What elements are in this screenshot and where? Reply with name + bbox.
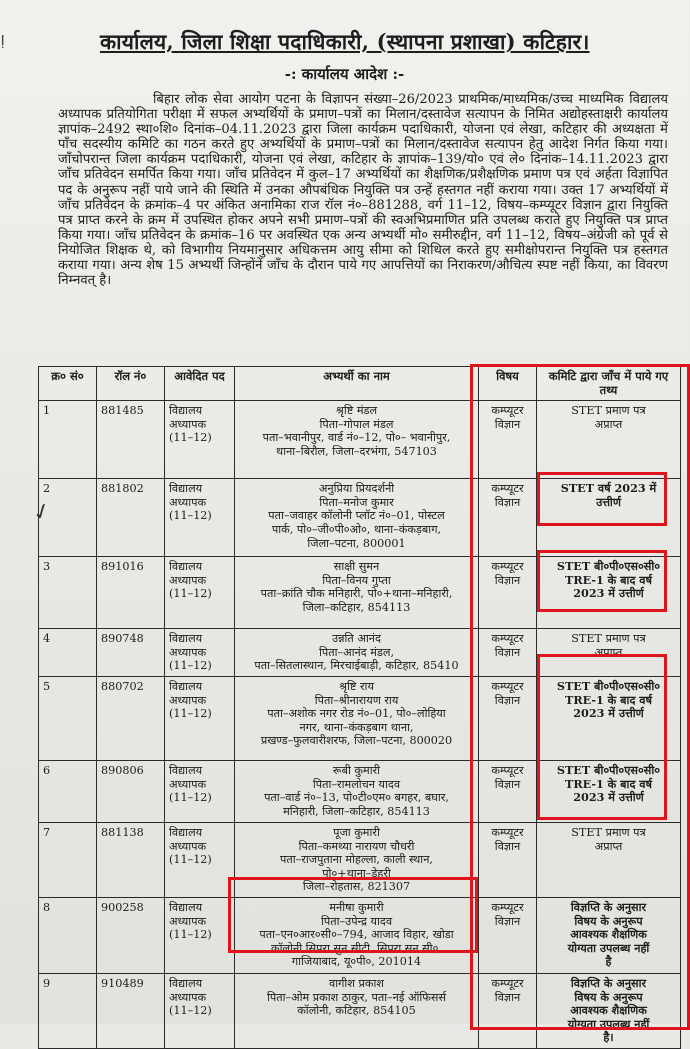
post-line: विद्यालय <box>169 679 203 693</box>
header-roll: रॉल नं० <box>97 367 165 401</box>
findings-line: STET प्रमाण पत्र <box>571 632 646 646</box>
subject-line: कम्प्यूटर <box>491 976 524 990</box>
order-heading: -: कार्यालय आदेश :- <box>284 65 405 83</box>
name-line: पता–भवानीपुर, वार्ड नं०–12, पो०– भवानीपुर, <box>262 431 451 445</box>
subject-line: विज्ञान <box>494 417 521 431</box>
name-line: पता–क्रांति चौक मनिहारी, पो०+थाना–मनिहारी, <box>260 587 453 601</box>
subject-line: कम्प्यूटर <box>491 763 524 777</box>
roll-cell: 890806 <box>97 760 165 822</box>
post-line: (11–12) <box>169 587 212 601</box>
findings-line: विषय के अनुरूप <box>574 913 643 928</box>
name-line: पता–जवाहर कॉलोनी प्लॉट नं०–01, पोस्टल <box>268 509 445 523</box>
name-line: पिता–मनोज कुमार <box>319 495 394 509</box>
name-line: कॉलोनी, कटिहार, 854105 <box>297 1004 416 1018</box>
findings-line: आवश्यक शैक्षणिक <box>570 1003 647 1018</box>
post-cell <box>165 973 235 1048</box>
name-line: रूबी कुमारी <box>332 763 381 777</box>
findings-line: है <box>605 954 612 969</box>
post-cell <box>165 897 235 973</box>
table-row <box>39 557 681 629</box>
subject-line: विज्ञान <box>494 495 521 509</box>
subject-cell <box>479 897 537 973</box>
post-line: (11–12) <box>169 928 212 942</box>
name-line: पिता–उपेन्द्र यादव <box>320 914 393 928</box>
roll-cell: 890748 <box>97 629 165 677</box>
findings-line: विषय के अनुरूप <box>574 989 643 1004</box>
findings-line: STET प्रमाण पत्र <box>571 825 646 839</box>
post-line: विद्यालय <box>169 825 203 839</box>
table-row <box>39 629 681 677</box>
post-line: अध्यापक <box>169 573 207 587</box>
name-cell <box>235 897 479 973</box>
name-cell <box>235 557 479 629</box>
subject-line: कम्प्यूटर <box>491 482 524 496</box>
name-line: पता–राजपुताना मोहल्ला, काली स्थान, <box>280 853 433 867</box>
post-line: अध्यापक <box>169 990 207 1004</box>
candidates-table <box>38 366 681 1049</box>
name-line: पिता–ओम प्रकाश ठाकुर, पता–नई ऑफिसर्स <box>266 990 447 1004</box>
findings-line: आवश्यक शैक्षणिक <box>570 927 647 942</box>
findings-line: TRE-1 के बाद वर्ष <box>565 572 652 587</box>
subject-line: कम्प्यूटर <box>491 404 524 418</box>
findings-cell <box>537 629 681 677</box>
post-cell <box>165 676 235 760</box>
subject-line: विज्ञान <box>494 914 521 928</box>
serial-cell: 8 <box>39 897 97 973</box>
roll-cell: 881485 <box>97 401 165 479</box>
name-cell <box>235 822 479 897</box>
table-header-row <box>39 367 681 401</box>
findings-line: अप्राप्त <box>594 839 623 853</box>
subject-line: विज्ञान <box>494 777 521 791</box>
serial-cell: 3 <box>39 557 97 629</box>
subject-cell <box>479 676 537 760</box>
table-row <box>39 401 681 479</box>
name-line: नगर, थाना–कंकड़बाग थाना, <box>299 720 414 734</box>
table-row <box>39 822 681 897</box>
name-line: पिता–विनय गुप्ता <box>322 573 391 587</box>
post-line: विद्यालय <box>169 632 203 646</box>
subject-cell <box>479 629 537 677</box>
subject-line: कम्प्यूटर <box>491 825 524 839</box>
findings-line: STET बी०पी०एस०सी० <box>556 678 661 693</box>
post-line: अध्यापक <box>169 777 207 791</box>
roll-cell: 881802 <box>97 479 165 557</box>
name-line: श्रृष्टि राय <box>339 679 374 693</box>
findings-line: STET प्रमाण पत्र <box>571 404 646 418</box>
name-line: वागीश प्रकाश <box>329 976 384 990</box>
findings-cell <box>537 557 681 629</box>
name-line: पता–वार्ड नं०–13, पो०टी०एम० बगहर, बघार, <box>264 791 449 805</box>
name-cell <box>235 479 479 557</box>
subject-cell <box>479 973 537 1048</box>
name-cell <box>235 973 479 1048</box>
name-line: पता–सितलास्थान, मिरचाईबाड़ी, कटिहार, 85410 <box>254 659 459 673</box>
post-cell <box>165 401 235 479</box>
post-line: विद्यालय <box>169 763 203 777</box>
serial-cell: 7 <box>39 822 97 897</box>
findings-line: उत्तीर्ण <box>596 494 621 509</box>
findings-line: विज्ञप्ति के अनुसार <box>570 975 647 990</box>
subject-line: कम्प्यूटर <box>491 560 524 574</box>
serial-cell: 9 <box>39 973 97 1048</box>
findings-cell <box>537 760 681 822</box>
name-line: श्रृष्टि मंडल <box>335 404 378 418</box>
header-subject: विषय <box>479 367 537 401</box>
subject-cell <box>479 822 537 897</box>
post-line: अध्यापक <box>169 645 207 659</box>
name-line: जिला–कटिहार, 854113 <box>302 600 411 614</box>
findings-line: अप्राप्त <box>594 645 623 659</box>
subject-cell <box>479 557 537 629</box>
name-line: पिता–कमथ्या नारायण चौधरी <box>298 839 415 853</box>
findings-cell <box>537 479 681 557</box>
findings-line: योग्यता उपलब्ध नहीं <box>567 940 650 955</box>
post-line: (11–12) <box>169 1004 212 1018</box>
name-cell <box>235 676 479 760</box>
post-line: अध्यापक <box>169 839 207 853</box>
name-cell <box>235 760 479 822</box>
findings-cell <box>537 822 681 897</box>
post-line: (11–12) <box>169 509 212 523</box>
name-line: पूजा कुमारी <box>333 825 380 839</box>
serial-cell: 6 <box>39 760 97 822</box>
findings-line: 2023 में उत्तीर्ण <box>573 586 644 601</box>
serial-cell: 4 <box>39 629 97 677</box>
name-line: साक्षी सुमन <box>333 560 380 574</box>
subject-line: कम्प्यूटर <box>491 900 524 914</box>
name-line: मनिहारी, जिला–कटिहार, 854113 <box>283 804 430 818</box>
check-mark-icon: ✓ <box>29 497 56 528</box>
name-cell <box>235 401 479 479</box>
serial-cell: 1 <box>39 401 97 479</box>
table-row <box>39 760 681 822</box>
name-line: उन्नति आनंद <box>332 632 381 646</box>
post-line: अध्यापक <box>169 495 207 509</box>
findings-cell <box>537 973 681 1048</box>
post-cell <box>165 629 235 677</box>
post-line: अध्यापक <box>169 693 207 707</box>
name-line: अनुप्रिया प्रियदर्शनी <box>318 482 395 496</box>
findings-line: अप्राप्त <box>594 417 623 431</box>
findings-line: विज्ञप्ति के अनुसार <box>570 899 647 914</box>
post-cell <box>165 760 235 822</box>
subject-cell <box>479 401 537 479</box>
subject-cell <box>479 760 537 822</box>
margin-mark: ǃ <box>0 32 6 53</box>
header-post: आवेदित पद <box>165 367 235 401</box>
findings-cell <box>537 401 681 479</box>
post-line: (11–12) <box>169 707 212 721</box>
post-line: (11–12) <box>169 853 212 867</box>
subject-cell <box>479 479 537 557</box>
name-line: पता–अशोक नगर रोड नं०–01, पो०–लोहिया <box>267 707 446 721</box>
header-findings: कमिटि द्वारा जाँच में पाये गए तथ्य <box>537 367 681 401</box>
roll-cell: 881138 <box>97 822 165 897</box>
findings-line: TRE-1 के बाद वर्ष <box>565 692 652 707</box>
order-paragraph: बिहार लोक सेवा आयोग पटना के विज्ञापन संख्या–26/2023 प्राथमिक/माध्यमिक/उच्च माध्यमिक विद्यालय अध्यापक प्रतियोगिता परीक्षा में सफल अभ्यर्थियों के प्रमाण–पत्रों का मिलान/दस्तावेज सत्यापन के निमित अद्योहस्ताक्षरी कार्यालय ज्ञापांक–2492 स्था०शि० दिनांक–04.11.2023 द्वारा जिला कार्यक्रम पदाधिकारी, योजना एवं लेखा, कटिहार की अध्यक्षता में पाँच सदस्यीय कमिटि का गठन करते हुए अभ्यर्थियों के प्रमाण–पत्रों का मिलान/दस्तावेज सत्यापन हेतु आदेश निर्गत किया गया। जाँचोपरान्त जिला कार्यक्रम पदाधिकारी, योजना एवं लेखा, कटिहार के ज्ञापांक–139/यो० एवं ले० दिनांक–14.11.2023 द्वारा जाँच प्रतिवेदन समर्पित किया गया। जाँच प्रतिवेदन में कुल–17 अभ्यर्थियों का शैक्षणिक/प्रशैक्षणिक प्रमाण पत्र एवं अर्हता विज्ञापित पद के अनुरूप नहीं पाये जाने की स्थिति में उनका औपबंधिक नियुक्ति पत्र उन्हें हस्तगत नहीं कराया गया। उक्त 17 अभ्यर्थियों में जाँच प्रतिवेदन के क्रमांक–4 पर अंकित अनामिका राज रॉल नं०–881288, वर्ग 11–12, विषय–कम्प्यूटर विज्ञान द्वारा नियुक्ति पत्र प्राप्त करने के क्रम में उपस्थित होकर अपने सभी प्रमाण–पत्रों की स्वअभिप्रमाणित प्रति उपलब्ध कराते हुए नियुक्ति पत्र प्राप्त किया गया। जाँच प्रतिवेदन के क्रमांक–16 पर अवस्थित एक अन्य अभ्यर्थी मो० समीरुद्दीन, वर्ग 11–12, विषय–अंग्रेजी को पूर्व से नियोजित शिक्षक थे, को विभागीय नियमानुसार अधिकत्तम आयु सीमा को शिथिल करते हुए समीक्षोपरान्त नियुक्ति पत्र हस्तगत कराया गया। अन्य शेष 15 अभ्यर्थी जिन्होंनें जाँच के दौरान पाये गए आपत्तियों का निराकरण/औचित्य स्पष्ट नहीं किया, का विवरण निम्नवत् है। <box>58 92 668 289</box>
findings-line: है। <box>603 1030 614 1045</box>
post-line: विद्यालय <box>169 976 203 990</box>
findings-line: STET बी०पी०एस०सी० <box>556 559 661 574</box>
findings-line: STET बी०पी०एस०सी० <box>556 762 661 777</box>
post-line: विद्यालय <box>169 404 203 418</box>
post-line: विद्यालय <box>169 482 203 496</box>
name-line: पिता–रामलोचन यादव <box>312 777 401 791</box>
name-line: कॉलोनी सिपरा सुन सीटी, सिपरा सन सी०, <box>271 941 442 955</box>
name-cell <box>235 629 479 677</box>
header-serial: क्र० सं० <box>39 367 97 401</box>
post-cell <box>165 557 235 629</box>
order-body <box>58 92 668 288</box>
findings-line: TRE-1 के बाद वर्ष <box>565 776 652 791</box>
name-line: गाजियाबाद, यू०पी०, 201014 <box>291 955 422 969</box>
post-cell <box>165 822 235 897</box>
table-row <box>39 897 681 973</box>
findings-cell <box>537 897 681 973</box>
name-line: प्रखण्ड–फुलवारीशरफ, जिला–पटना, 800020 <box>260 734 453 748</box>
findings-line: 2023 में उत्तीर्ण <box>573 790 644 805</box>
name-line: पता–एन०आर०सी०–794, आजाद विहार, खोडा <box>259 928 454 942</box>
name-line: मनीषा कुमारी <box>329 900 384 914</box>
post-line: विद्यालय <box>169 900 203 914</box>
subject-line: कम्प्यूटर <box>491 632 524 646</box>
findings-line: STET वर्ष 2023 में <box>560 481 657 496</box>
findings-line: योग्यता उपलब्ध नहीं <box>567 1016 650 1031</box>
roll-cell: 910489 <box>97 973 165 1048</box>
name-line: जिला–पटना, 800001 <box>307 536 406 550</box>
name-line: पो०+थाना–डेहरी <box>322 866 391 880</box>
name-line: पार्क, पो०–जी०पी०ओ०, थाना–कंकड़बाग, <box>271 522 442 536</box>
name-line: पिता–श्रीनारायण राय <box>314 693 399 707</box>
name-line: पिता–गोपाल मंडल <box>319 417 394 431</box>
roll-cell: 900258 <box>97 897 165 973</box>
post-line: विद्यालय <box>169 560 203 574</box>
roll-cell: 880702 <box>97 676 165 760</box>
post-line: (11–12) <box>169 431 212 445</box>
office-title: कार्यालय, जिला शिक्षा पदाधिकारी, (स्थापना प्रशाखा) कटिहार। <box>100 29 590 54</box>
header-name: अभ्यर्थी का नाम <box>235 367 479 401</box>
subject-line: विज्ञान <box>494 645 521 659</box>
subject-line: कम्प्यूटर <box>491 679 524 693</box>
post-line: (11–12) <box>169 791 212 805</box>
roll-cell: 891016 <box>97 557 165 629</box>
subject-line: विज्ञान <box>494 839 521 853</box>
name-line: थाना–बिरौल, जिला–दरभंगा, 547103 <box>276 444 437 458</box>
name-line: पिता–आनंद मंडल, <box>318 645 395 659</box>
findings-cell <box>537 676 681 760</box>
subject-line: विज्ञान <box>494 990 521 1004</box>
serial-cell: 2 <box>39 479 97 557</box>
post-cell <box>165 479 235 557</box>
name-line: जिला–रोहतास, 821307 <box>302 880 411 894</box>
post-line: अध्यापक <box>169 914 207 928</box>
post-line: अध्यापक <box>169 417 207 431</box>
serial-cell: 5 <box>39 676 97 760</box>
post-line: (11–12) <box>169 659 212 673</box>
table-row <box>39 973 681 1048</box>
table-row <box>39 479 681 557</box>
findings-line: 2023 में उत्तीर्ण <box>573 706 644 721</box>
subject-line: विज्ञान <box>494 693 521 707</box>
subject-line: विज्ञान <box>494 573 521 587</box>
table-row <box>39 676 681 760</box>
